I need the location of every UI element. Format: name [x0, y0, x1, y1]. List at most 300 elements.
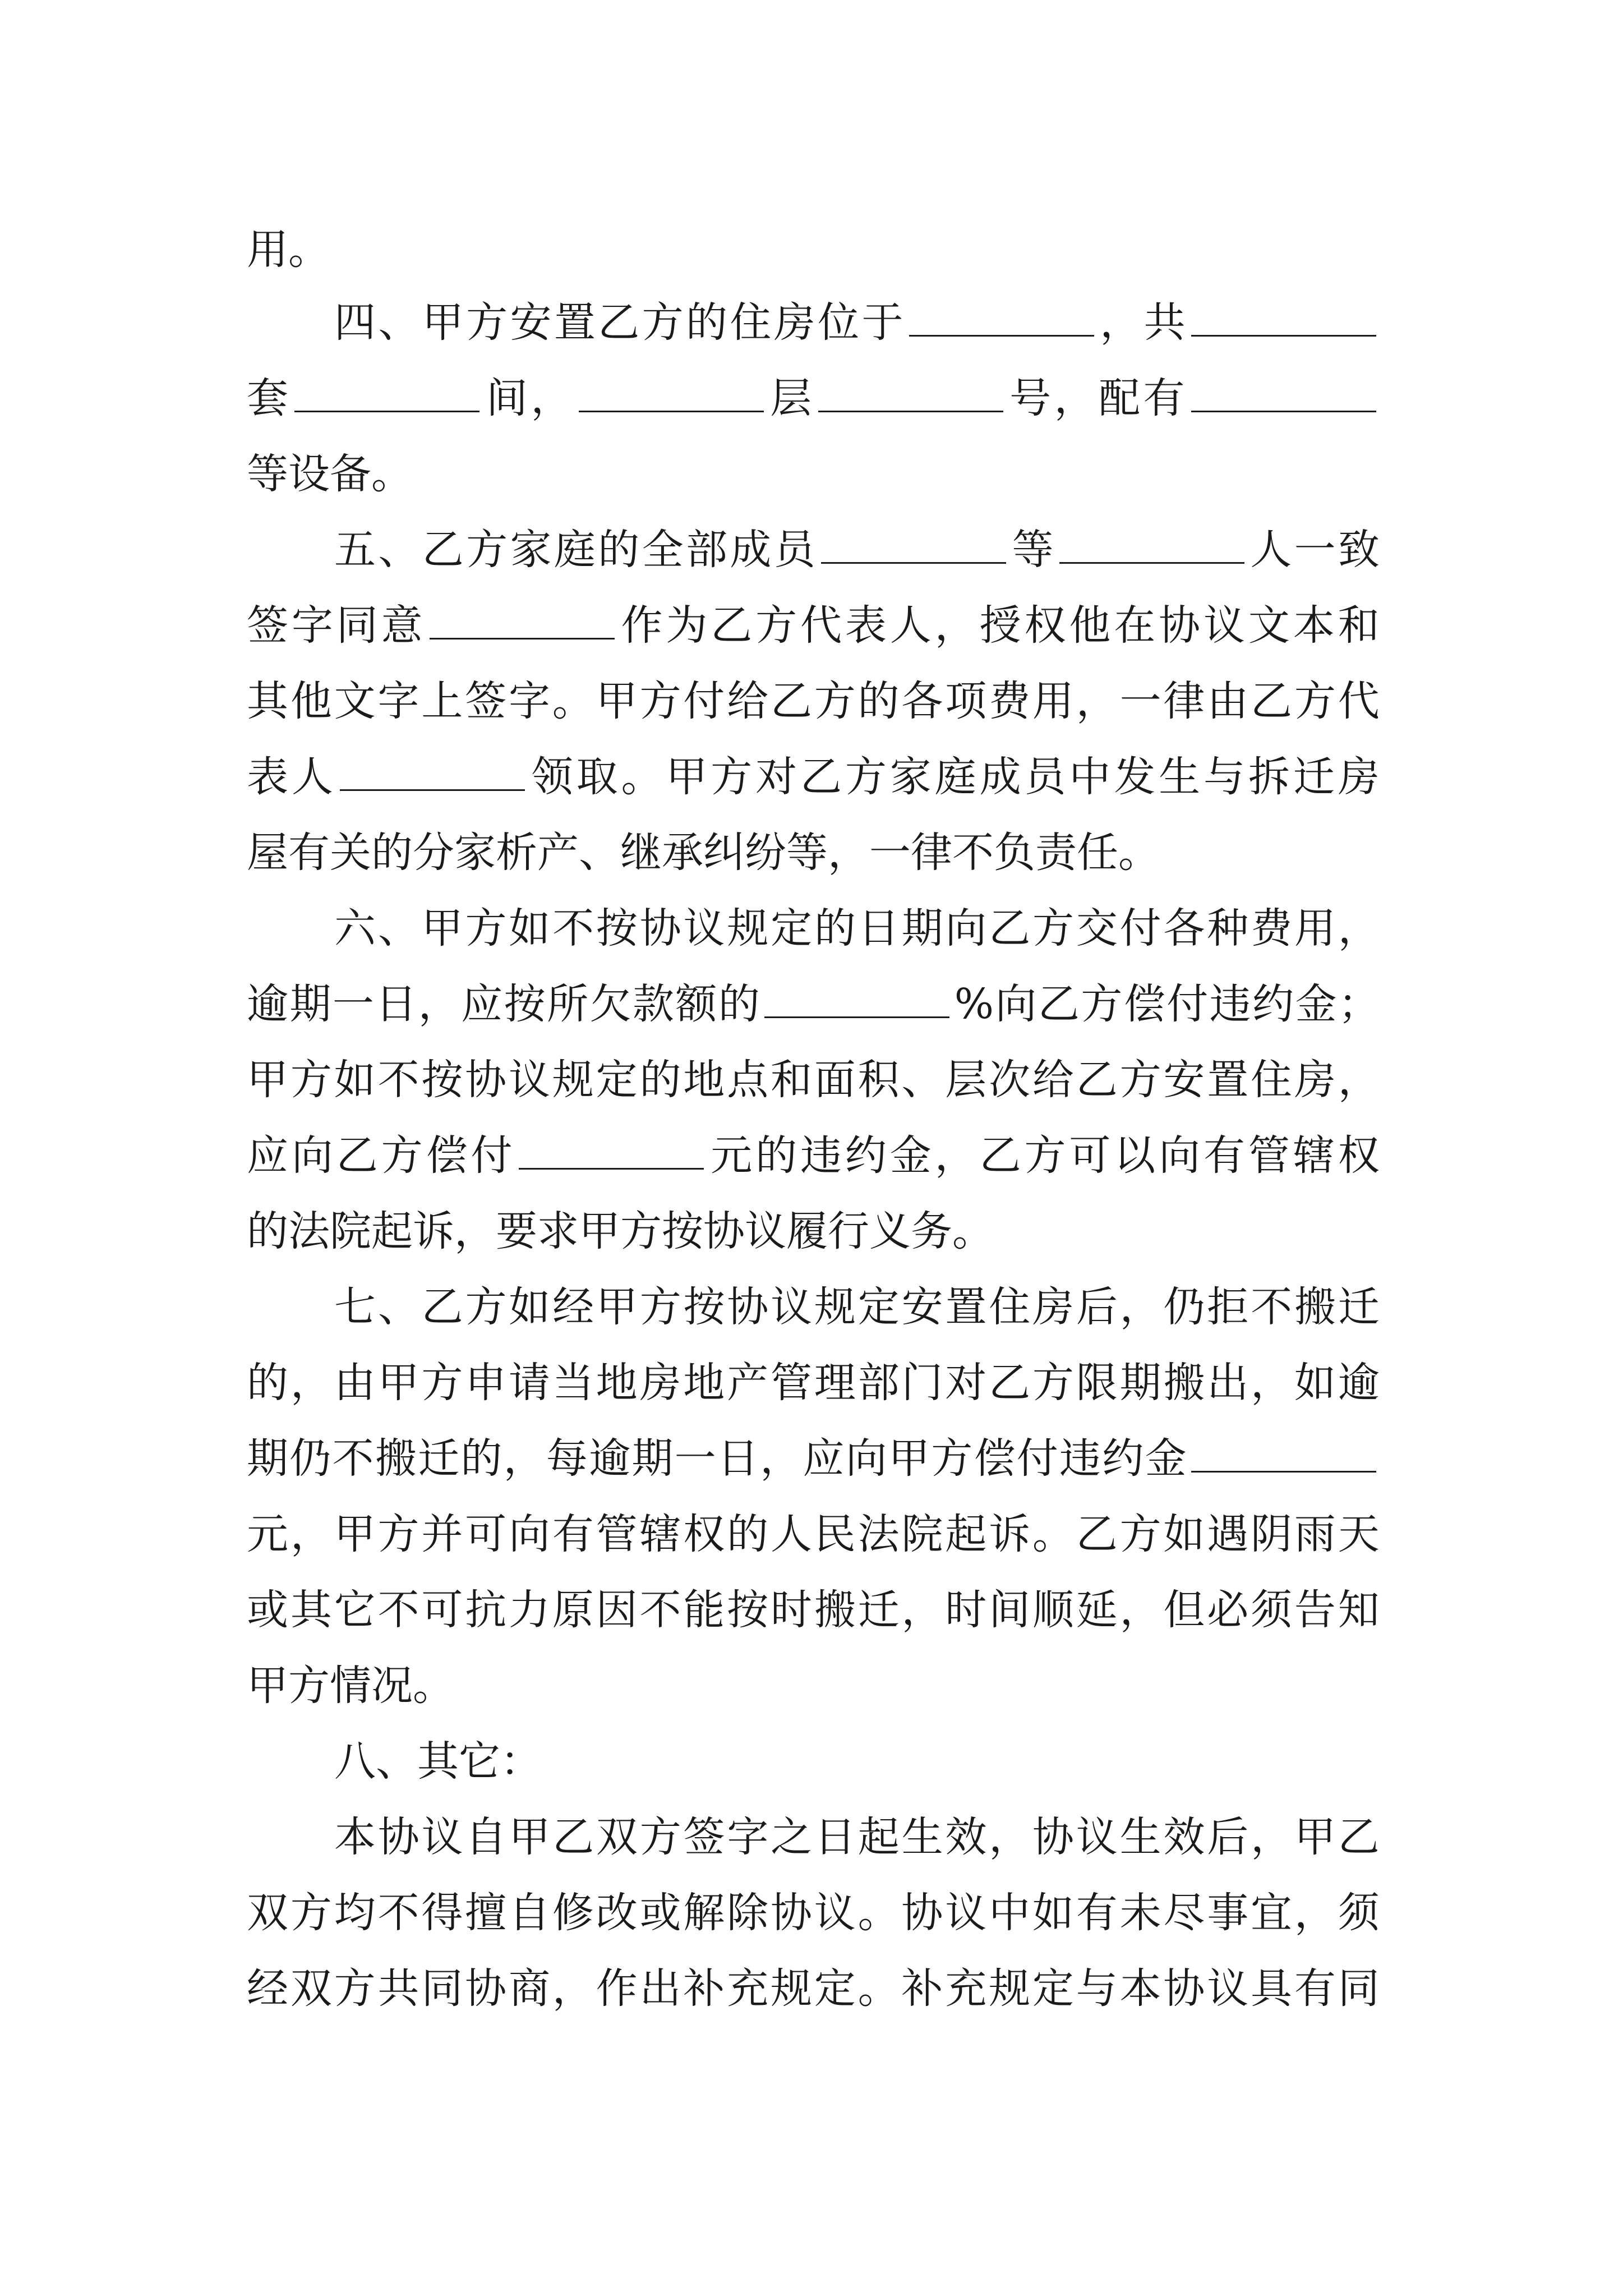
- text-char: 协: [377, 1813, 419, 1861]
- text-char: 应: [247, 1131, 288, 1180]
- text-char: 乙: [598, 298, 640, 347]
- text-char: 置: [945, 1283, 987, 1331]
- text-char: 款: [632, 980, 674, 1028]
- text-char: 解: [683, 1889, 725, 1937]
- text-char: 乙: [770, 677, 812, 725]
- text-char: 有: [1204, 1131, 1246, 1180]
- text-line: [247, 286, 1380, 359]
- text-char: 。: [552, 677, 594, 725]
- text-char: 不: [552, 904, 594, 953]
- text-char: 偿: [974, 1434, 1016, 1483]
- text-char: 的: [718, 980, 760, 1028]
- text-char: 表: [845, 601, 887, 650]
- text-char: 字: [377, 677, 419, 725]
- text-char: 和: [1338, 601, 1380, 650]
- text-char: 乙: [336, 1131, 378, 1180]
- text-line: [247, 665, 1380, 738]
- text-char: 所: [547, 980, 589, 1028]
- text-char: 七: [334, 1283, 376, 1331]
- text-char: 议: [771, 1283, 813, 1331]
- text-char: 一: [1294, 526, 1336, 574]
- text-char: ，: [290, 1359, 332, 1407]
- text-char: 除: [727, 1889, 769, 1937]
- text-char: 违: [1059, 1434, 1101, 1483]
- text-char: 充: [945, 1964, 987, 2013]
- text-char: 请: [508, 1359, 550, 1407]
- text-char: 安: [901, 1283, 943, 1331]
- text-char: 元: [247, 1510, 288, 1558]
- text-char: 如: [334, 1056, 376, 1104]
- text-char: 力: [508, 1586, 550, 1634]
- text-char: 协: [639, 904, 681, 953]
- text-char: 期: [247, 1434, 288, 1483]
- text-char: 违: [800, 1131, 842, 1180]
- text-char: 乙: [800, 753, 842, 801]
- text-char: 部: [686, 526, 727, 574]
- text-char: 字: [291, 601, 333, 650]
- text-char: 方: [334, 1964, 376, 2013]
- text-char: ，: [418, 980, 460, 1028]
- text-char: 生: [1159, 753, 1201, 801]
- text-char: 有: [1076, 1889, 1118, 1937]
- text-char: 偿: [426, 1131, 468, 1180]
- text-char: 置: [1207, 1056, 1249, 1104]
- text-char: 五: [334, 526, 376, 574]
- text-char: 并: [421, 1510, 463, 1558]
- text-char: 六: [334, 904, 376, 953]
- text-char: ，: [901, 1586, 943, 1634]
- text-char: 。: [621, 753, 663, 801]
- text-line: [247, 1346, 1380, 1419]
- text-line: [247, 1801, 1380, 1874]
- text-char: 中: [989, 1889, 1031, 1937]
- text-char: 欠: [589, 980, 631, 1028]
- text-char: 理: [814, 1359, 856, 1407]
- text-char: 共: [1144, 298, 1186, 347]
- text-char: 费: [989, 677, 1031, 725]
- text-char: 、: [901, 1056, 943, 1104]
- text-char: 按: [727, 1586, 769, 1634]
- text-char: 层: [945, 1056, 987, 1104]
- text-char: 由: [1207, 677, 1249, 725]
- text-char: 代: [800, 601, 842, 650]
- text-char: 同: [336, 601, 378, 650]
- text-char: 修: [552, 1889, 594, 1937]
- text-char: 付: [1016, 1434, 1058, 1483]
- text-char: 乙: [989, 1359, 1031, 1407]
- text-char: 的: [686, 298, 727, 347]
- text-char: 甲: [666, 753, 708, 801]
- text-char: 发: [1114, 753, 1156, 801]
- text-char: 各: [901, 677, 943, 725]
- text-char: 时: [770, 1586, 812, 1634]
- text-char: 方: [1119, 1510, 1161, 1558]
- text-char: 协: [1159, 601, 1201, 650]
- text-char: 房: [1338, 753, 1380, 801]
- text-char: 方: [466, 298, 508, 347]
- text-char: 方: [845, 753, 887, 801]
- text-char: 地: [596, 1359, 638, 1407]
- text-char: 不: [377, 1889, 419, 1937]
- text-char: 时: [945, 1586, 987, 1634]
- fill-in-blank: [579, 408, 764, 412]
- text-char: 申: [465, 1359, 507, 1407]
- text-char: 逾: [247, 980, 288, 1028]
- text-char: 其: [290, 1586, 332, 1634]
- text-char: 得: [421, 1889, 463, 1937]
- text-char: 金: [889, 1131, 932, 1180]
- text-char: 违: [1209, 980, 1251, 1028]
- text-char: 不: [377, 1056, 419, 1104]
- text-char: 置: [554, 298, 596, 347]
- text-char: 议: [814, 1889, 856, 1937]
- text-char: 与: [1204, 753, 1246, 801]
- text-char: 期: [289, 980, 331, 1028]
- text-char: 协: [465, 1056, 507, 1104]
- text-char: 文: [334, 677, 376, 725]
- text-char: 双: [290, 1964, 332, 2013]
- text-char: 、: [378, 526, 420, 574]
- text-char: 搬: [1163, 1359, 1205, 1407]
- text-line: [247, 438, 1380, 510]
- text-char: 告: [1294, 1586, 1336, 1634]
- text-char: 向: [508, 1510, 550, 1558]
- text-char: 甲: [247, 1056, 288, 1104]
- text-char: 抗: [465, 1586, 507, 1634]
- text-segment: 的法院起诉，要求甲方按协议履行义务。: [247, 1207, 994, 1255]
- text-char: 的: [755, 1131, 797, 1180]
- text-char: 致: [1338, 526, 1380, 574]
- text-segment: 用。: [247, 226, 330, 274]
- text-char: 部: [857, 1359, 900, 1407]
- text-char: 元: [711, 1131, 753, 1180]
- text-char: 经: [552, 1283, 594, 1331]
- text-char: 搬: [814, 1586, 856, 1634]
- text-char: 双: [596, 1813, 638, 1861]
- text-char: 付: [683, 677, 725, 725]
- text-char: 双: [247, 1889, 288, 1937]
- text-char: ；: [1338, 980, 1380, 1028]
- text-char: 方: [931, 1434, 973, 1483]
- text-line: [247, 1876, 1380, 1949]
- text-char: 方: [421, 1359, 463, 1407]
- text-char: 顺: [1032, 1586, 1074, 1634]
- text-char: 具: [1251, 1964, 1293, 2013]
- text-char: 遇: [1207, 1510, 1249, 1558]
- text-char: 甲: [509, 1813, 551, 1861]
- text-char: 方: [639, 1283, 681, 1331]
- text-char: 作: [596, 1964, 638, 2013]
- text-char: 甲: [596, 677, 638, 725]
- text-char: 他: [1069, 601, 1111, 650]
- text-char: 辖: [639, 1510, 681, 1558]
- text-line: [247, 816, 1380, 889]
- text-char: 本: [1293, 601, 1335, 650]
- text-char: 给: [1032, 1056, 1074, 1104]
- text-char: 文: [1248, 601, 1290, 650]
- text-char: 出: [639, 1964, 681, 2013]
- text-char: 乙: [1338, 1813, 1380, 1861]
- text-char: ，: [503, 1434, 545, 1483]
- text-char: 如: [1163, 1510, 1205, 1558]
- text-line: [247, 1498, 1380, 1571]
- text-char: 字: [727, 1813, 769, 1861]
- text-char: 如: [1294, 1359, 1336, 1407]
- text-char: 中: [1069, 753, 1111, 801]
- text-char: 向: [1159, 1131, 1201, 1180]
- text-char: 延: [1076, 1586, 1118, 1634]
- text-char: ，: [1119, 1586, 1161, 1634]
- text-char: 付: [471, 1131, 513, 1180]
- text-char: 乙: [1076, 1510, 1118, 1558]
- text-line: [247, 1043, 1380, 1116]
- text-char: 管: [770, 1359, 812, 1407]
- text-segment: 甲方情况。: [247, 1662, 454, 1710]
- text-line: [247, 1725, 1380, 1798]
- text-char: 以: [1114, 1131, 1156, 1180]
- text-char: 按: [683, 1283, 725, 1331]
- text-char: 应: [461, 980, 503, 1028]
- text-char: 按: [596, 904, 638, 953]
- text-char: ，: [1338, 1056, 1380, 1104]
- text-char: 须: [1251, 1586, 1293, 1634]
- text-char: 它: [334, 1586, 376, 1634]
- text-char: 方: [639, 677, 681, 725]
- text-char: 不: [639, 1586, 681, 1634]
- text-char: 面: [814, 1056, 856, 1104]
- text-line: [247, 1422, 1380, 1495]
- text-char: 方: [465, 1283, 507, 1331]
- text-line: [247, 213, 1380, 286]
- text-char: 迁: [857, 1586, 900, 1634]
- text-segment: 八、其它：: [334, 1737, 542, 1786]
- text-char: 表: [247, 753, 288, 801]
- text-char: 方: [466, 526, 508, 574]
- text-line: [247, 740, 1380, 813]
- text-char: 约: [1252, 980, 1294, 1028]
- text-char: 方: [377, 1510, 419, 1558]
- text-char: 四: [334, 298, 376, 347]
- text-char: 充: [727, 1964, 769, 2013]
- text-char: 方: [1294, 677, 1336, 725]
- text-char: ，: [1251, 1813, 1293, 1861]
- text-char: 之: [771, 1813, 813, 1861]
- text-char: 补: [901, 1964, 943, 2013]
- text-char: 甲: [421, 904, 463, 953]
- text-char: 仍: [1163, 1283, 1205, 1331]
- text-char: 配: [1099, 374, 1141, 422]
- text-char: 用: [1032, 677, 1074, 725]
- text-char: 方: [642, 298, 684, 347]
- fill-in-blank: [1191, 333, 1376, 337]
- text-char: 经: [247, 1964, 288, 2013]
- text-char: 定: [857, 1283, 900, 1331]
- text-char: 乙: [422, 526, 464, 574]
- text-char: 和: [770, 1056, 812, 1104]
- text-char: 房: [1032, 1283, 1074, 1331]
- text-char: 成: [730, 526, 772, 574]
- text-char: 约: [845, 1131, 887, 1180]
- text-char: 地: [683, 1359, 725, 1407]
- text-char: 对: [755, 753, 797, 801]
- text-char: 拆: [1248, 753, 1290, 801]
- text-char: 与: [1076, 1964, 1118, 2013]
- text-char: 于: [861, 298, 903, 347]
- text-line: [247, 1195, 1380, 1268]
- text-char: 或: [639, 1889, 681, 1937]
- text-char: 必: [1207, 1586, 1249, 1634]
- fill-in-blank: [1191, 408, 1376, 412]
- text-char: 点: [727, 1056, 769, 1104]
- text-char: 产: [727, 1359, 769, 1407]
- text-char: 费: [1251, 904, 1293, 953]
- text-char: 起: [857, 1813, 900, 1861]
- text-char: ，: [934, 601, 976, 650]
- text-char: 乙: [1038, 980, 1080, 1028]
- text-char: 限: [1076, 1359, 1118, 1407]
- text-char: 乙: [989, 904, 1031, 953]
- text-char: 如: [1032, 1889, 1074, 1937]
- text-line: [247, 1119, 1380, 1192]
- text-char: 因: [596, 1586, 638, 1634]
- fill-in-blank: [764, 1014, 949, 1018]
- text-char: 协: [465, 1964, 507, 2013]
- text-char: 方: [755, 601, 797, 650]
- text-char: 甲: [888, 1434, 930, 1483]
- text-char: 起: [945, 1510, 987, 1558]
- text-char: 人: [291, 753, 333, 801]
- text-char: 未: [1119, 1889, 1161, 1937]
- text-char: 效: [945, 1813, 987, 1861]
- fill-in-blank: [519, 1166, 704, 1170]
- fill-in-blank: [340, 787, 525, 791]
- text-char: 约: [1102, 1434, 1144, 1483]
- text-char: 。: [857, 1889, 900, 1937]
- text-char: 议: [1207, 1964, 1249, 2013]
- text-char: 房: [1294, 1056, 1336, 1104]
- text-char: 的: [727, 1510, 769, 1558]
- text-char: 须: [1338, 1889, 1380, 1937]
- text-line: [247, 362, 1380, 435]
- text-char: 乙: [421, 1283, 463, 1331]
- text-char: 意: [381, 601, 423, 650]
- text-char: 日: [814, 1813, 856, 1861]
- text-char: 位: [818, 298, 860, 347]
- text-char: 均: [334, 1889, 376, 1937]
- fill-in-blank: [294, 408, 479, 412]
- text-char: 有: [1294, 1964, 1336, 2013]
- text-char: 议: [1076, 1813, 1118, 1861]
- text-char: 逾: [1338, 1359, 1380, 1407]
- text-char: 层: [770, 374, 812, 422]
- text-char: 作: [621, 601, 663, 650]
- text-char: 如: [509, 904, 551, 953]
- text-char: 的: [598, 526, 640, 574]
- text-char: 生: [1119, 1813, 1161, 1861]
- text-char: 一: [1119, 677, 1161, 725]
- text-char: 权: [1024, 601, 1066, 650]
- text-char: 间: [989, 1586, 1031, 1634]
- text-char: 方: [1119, 1056, 1161, 1104]
- text-char: 住: [989, 1283, 1031, 1331]
- text-char: 效: [1163, 1813, 1205, 1861]
- text-char: 方: [814, 677, 856, 725]
- text-char: 方: [381, 1131, 423, 1180]
- text-char: 议: [945, 1889, 987, 1937]
- text-char: 住: [1251, 1056, 1293, 1104]
- text-line: [247, 1649, 1380, 1722]
- text-char: 后: [1076, 1283, 1118, 1331]
- text-char: 一: [674, 1434, 716, 1483]
- text-char: 其: [247, 677, 288, 725]
- text-char: 自: [508, 1889, 550, 1937]
- text-char: 律: [1163, 677, 1205, 725]
- text-char: 协: [770, 1889, 812, 1937]
- text-char: 期: [631, 1434, 674, 1483]
- text-char: ，: [552, 1964, 594, 2013]
- text-char: 有: [552, 1510, 594, 1558]
- text-char: 安: [1163, 1056, 1205, 1104]
- text-char: 房: [773, 298, 815, 347]
- text-char: 不: [377, 1586, 419, 1634]
- text-char: 乙: [979, 1131, 1021, 1180]
- text-char: 、: [377, 904, 419, 953]
- text-segment: 等设备。: [247, 450, 413, 498]
- text-char: 期: [901, 904, 943, 953]
- text-char: 同: [1338, 1964, 1380, 2013]
- text-char: 额: [675, 980, 717, 1028]
- text-char: 能: [683, 1586, 725, 1634]
- text-char: 向: [845, 1434, 887, 1483]
- text-char: 乙: [1251, 677, 1293, 725]
- text-char: 次: [989, 1056, 1031, 1104]
- text-char: 方: [1032, 904, 1074, 953]
- text-char: 项: [945, 677, 987, 725]
- text-char: 取: [576, 753, 618, 801]
- text-char: 乙: [1076, 1056, 1118, 1104]
- text-char: 方: [290, 1056, 332, 1104]
- text-char: 的: [639, 1056, 681, 1104]
- text-char: 规: [552, 1056, 594, 1104]
- text-char: 后: [1207, 1813, 1249, 1861]
- text-char: 搬: [375, 1434, 417, 1483]
- text-char: 协: [1163, 1964, 1205, 2013]
- text-char: 种: [1207, 904, 1249, 953]
- text-char: 人: [1250, 526, 1292, 574]
- text-char: 地: [683, 1056, 725, 1104]
- text-char: 本: [334, 1813, 376, 1861]
- text-char: 改: [596, 1889, 638, 1937]
- text-char: 期: [1119, 1359, 1161, 1407]
- text-char: ，: [1054, 374, 1096, 422]
- text-char: 院: [901, 1510, 943, 1558]
- text-char: 每: [546, 1434, 588, 1483]
- text-char: ，: [531, 374, 573, 422]
- text-char: 知: [1338, 1586, 1380, 1634]
- text-char: 甲: [377, 1359, 419, 1407]
- text-char: 定: [771, 904, 813, 953]
- fill-in-blank: [821, 560, 1006, 564]
- text-char: 规: [727, 904, 769, 953]
- text-char: 管: [596, 1510, 638, 1558]
- text-char: 应: [803, 1434, 845, 1483]
- text-char: 协: [1032, 1813, 1074, 1861]
- text-char: 方: [1024, 1131, 1066, 1180]
- text-char: 签: [465, 677, 507, 725]
- text-char: 可: [421, 1586, 463, 1634]
- text-char: 当: [552, 1359, 594, 1407]
- text-char: ，: [1076, 677, 1118, 725]
